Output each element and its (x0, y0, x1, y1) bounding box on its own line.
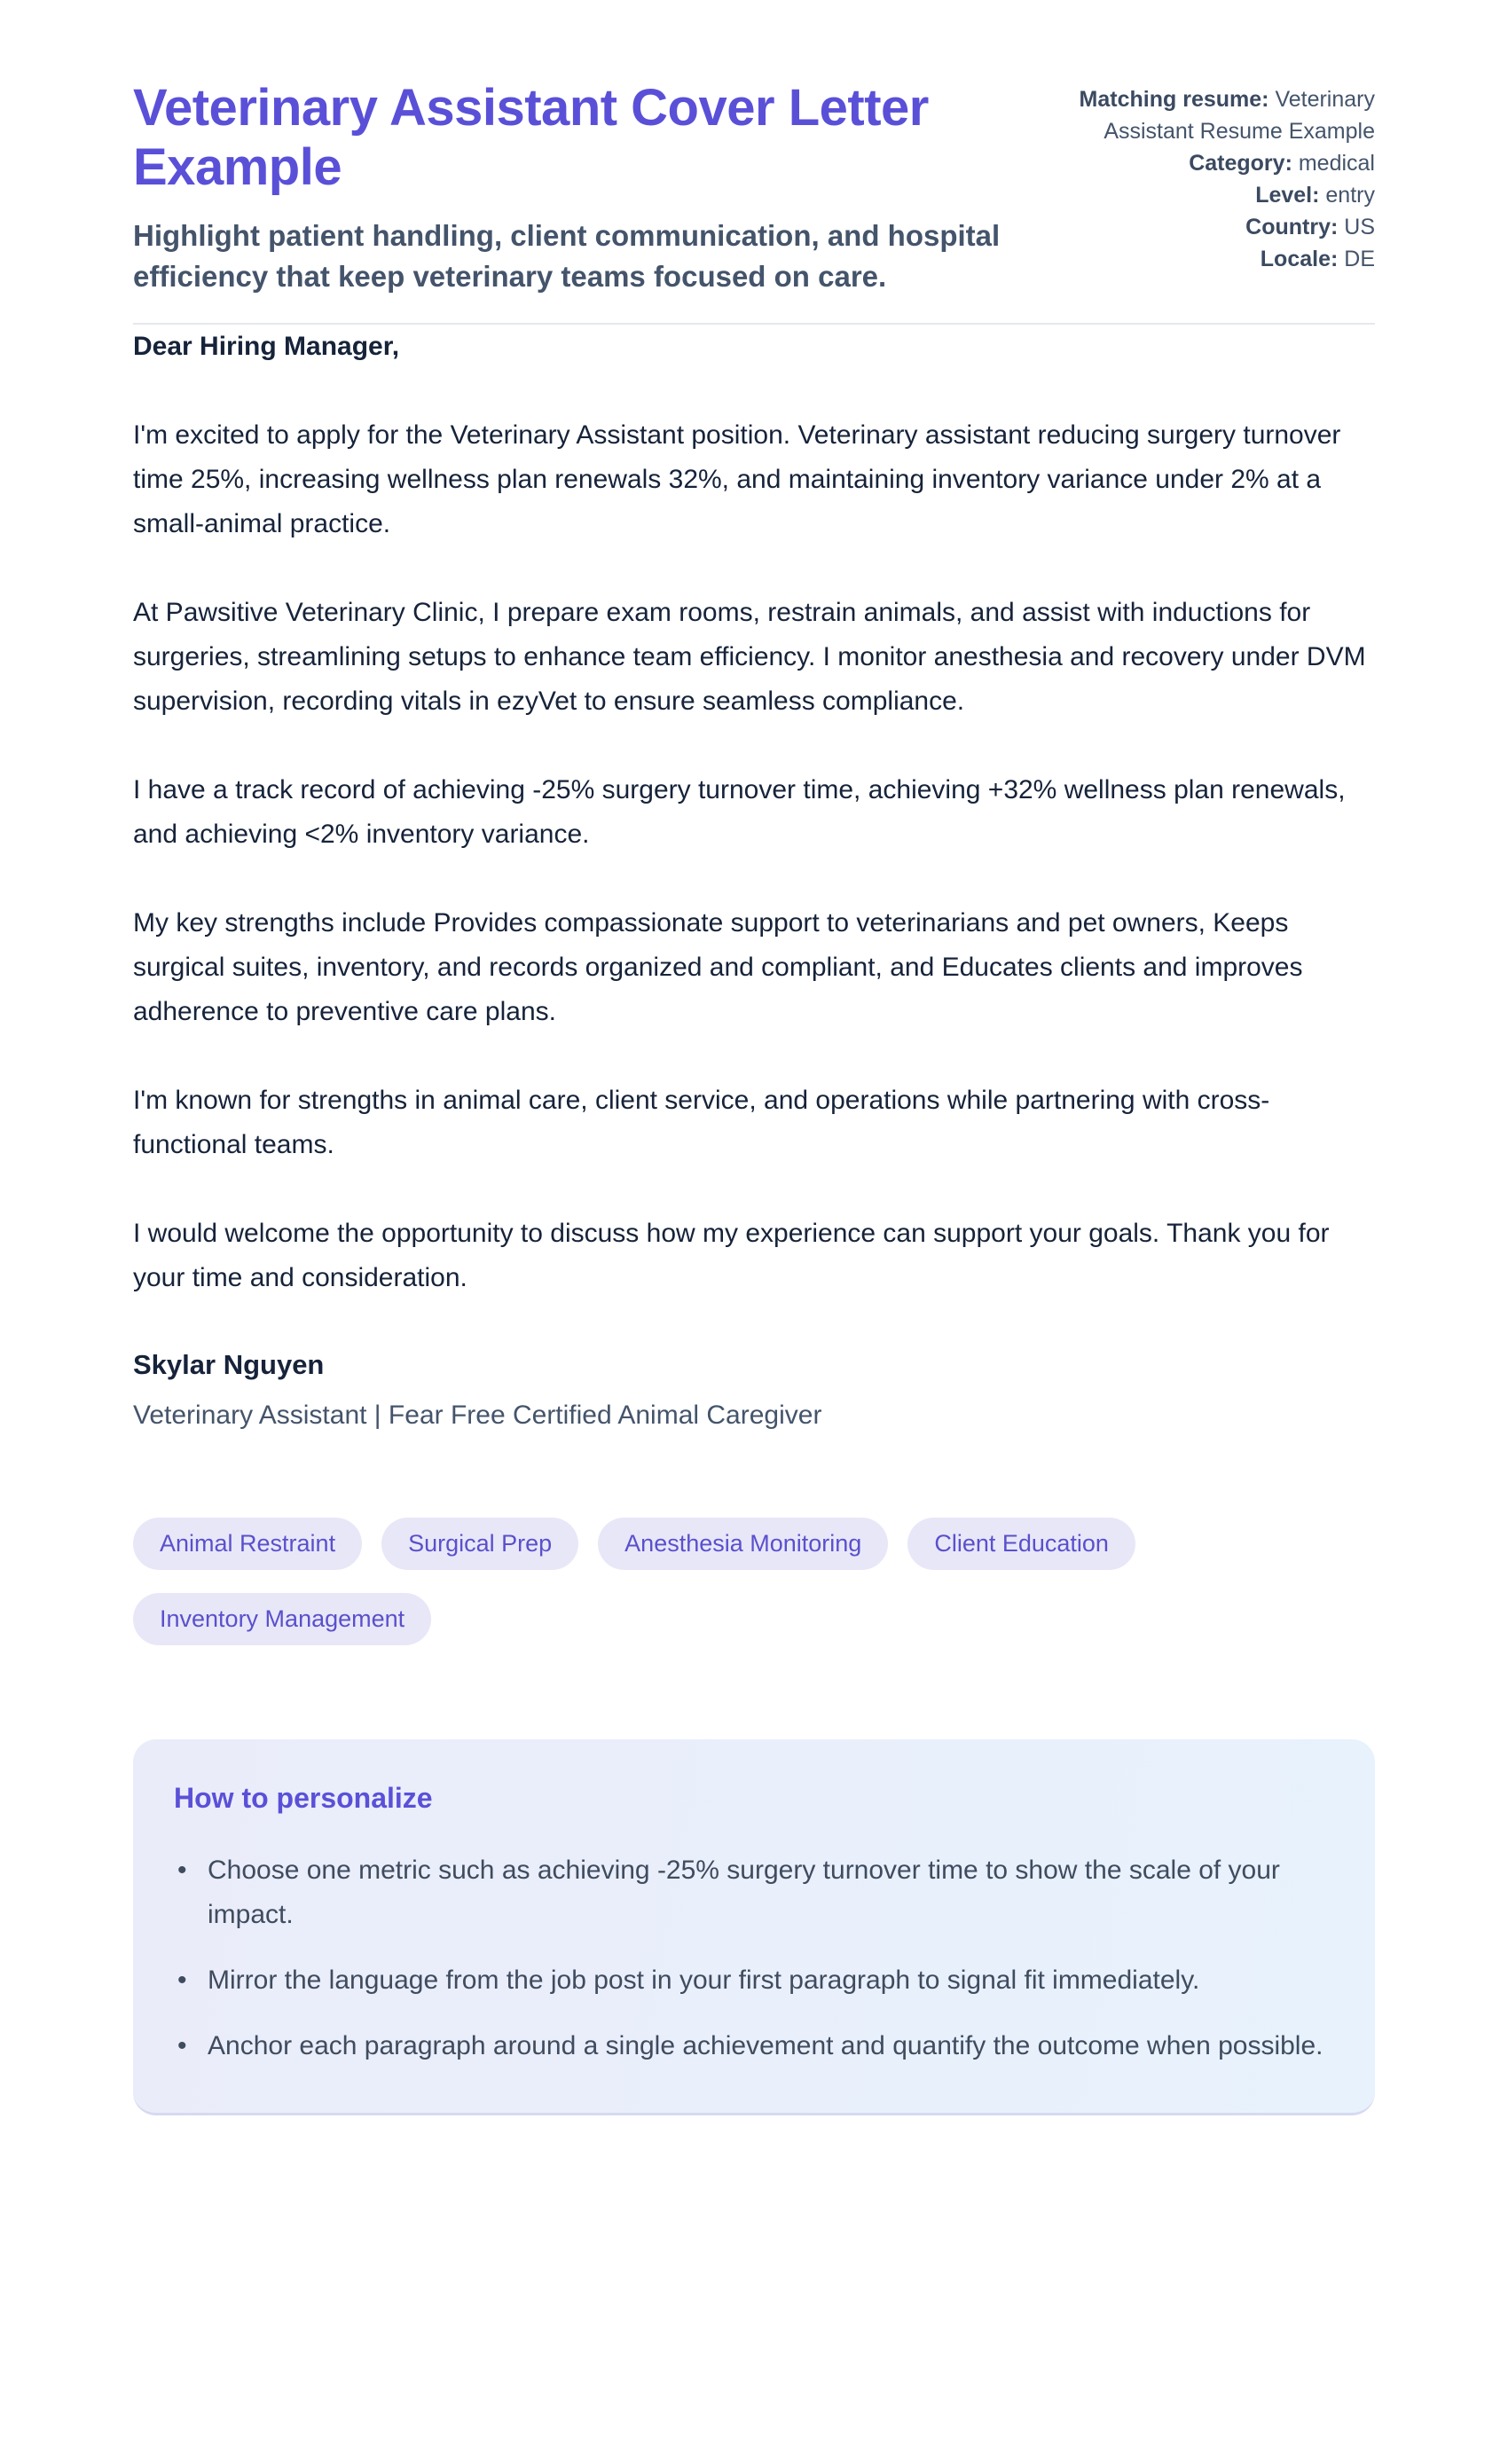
page-title: Veterinary Assistant Cover Letter Example (133, 79, 929, 197)
letter-greeting: Dear Hiring Manager, (133, 332, 400, 362)
resume-meta-block (1069, 78, 1375, 275)
skill-tag: Client Education (907, 1518, 1135, 1570)
meta-matching-resume-value: Veterinary Assistant Resume Example (1104, 87, 1375, 144)
how-to-personalize-card (133, 1739, 1375, 2115)
letter-paragraph: I would welcome the opportunity to discuss how my experience can support your goals. Thank you for your time and consideration. (133, 1219, 1330, 1293)
letter-paragraph: At Pawsitive Veterinary Clinic, I prepare exam rooms, restrain animals, and assist with inductions for surgeries, streamlining setups to enhance team efficiency. I monitor anesthesia and recovery under DVM supervision, recording vitals in ezyVet to ensure seamless compliance. (133, 598, 1366, 717)
meta-country-label: Country: (1245, 215, 1339, 239)
cover-letter-body (133, 325, 1375, 1431)
letter-paragraph: I have a track record of achieving -25% surgery turnover time, achieving +32% wellness plan renewals, and achieving <2% inventory variance. (133, 775, 1346, 850)
meta-level-value: entry (1325, 183, 1375, 208)
meta-country-value: US (1344, 215, 1375, 239)
skill-tag: Inventory Management (133, 1593, 431, 1645)
page-subtitle: Highlight patient handling, client communication, and hospital efficiency that keep veterinary teams focused on care. (133, 218, 1001, 294)
tip-item: • Anchor each paragraph around a single achievement and quantify the outcome when possible. (174, 2024, 1334, 2068)
skill-tags (133, 1518, 1375, 1645)
header-titles (133, 78, 1060, 298)
meta-level (1069, 179, 1375, 211)
skill-tag: Surgical Prep (381, 1518, 578, 1570)
meta-category-value: medical (1298, 151, 1375, 176)
meta-country (1069, 211, 1375, 243)
meta-locale-value: DE (1344, 247, 1375, 271)
page-header (133, 78, 1375, 298)
letter-paragraph: My key strengths include Provides compassionate support to veterinarians and pet owners, Keeps surgical suites, inventory, and records organized and compliant, and Educates clients and improves adherence to preventive care plans. (133, 908, 1303, 1027)
letter-paragraph: I'm excited to apply for the Veterinary Assistant position. Veterinary assistant reducing surgery turnover time 25%, increasing wellness plan renewals 32%, and maintaining inventory variance under 2% at a small-animal practice. (133, 420, 1341, 539)
meta-locale-label: Locale: (1260, 247, 1339, 271)
cover-letter-page (133, 0, 1375, 2201)
meta-matching-resume-label: Matching resume: (1079, 87, 1269, 112)
meta-level-label: Level: (1255, 183, 1320, 208)
tip-item: • Choose one metric such as achieving -25% surgery turnover time to show the scale of your impact. (174, 1848, 1334, 1937)
meta-category-label: Category: (1189, 151, 1292, 176)
skill-tag: Animal Restraint (133, 1518, 362, 1570)
signature-role: Veterinary Assistant | Fear Free Certified Animal Caregiver (133, 1401, 822, 1431)
meta-category (1069, 147, 1375, 179)
meta-matching-resume (1069, 83, 1375, 147)
skill-tag: Anesthesia Monitoring (598, 1518, 888, 1570)
signature-name: Skylar Nguyen (133, 1349, 325, 1381)
letter-paragraph: I'm known for strengths in animal care, client service, and operations while partnering with cross-functional teams. (133, 1086, 1270, 1160)
tips-card-title: How to personalize (174, 1782, 433, 1815)
meta-locale (1069, 243, 1375, 275)
tips-list (174, 1848, 1334, 2068)
tip-item: • Mirror the language from the job post in your first paragraph to signal fit immediately. (174, 1958, 1334, 2003)
